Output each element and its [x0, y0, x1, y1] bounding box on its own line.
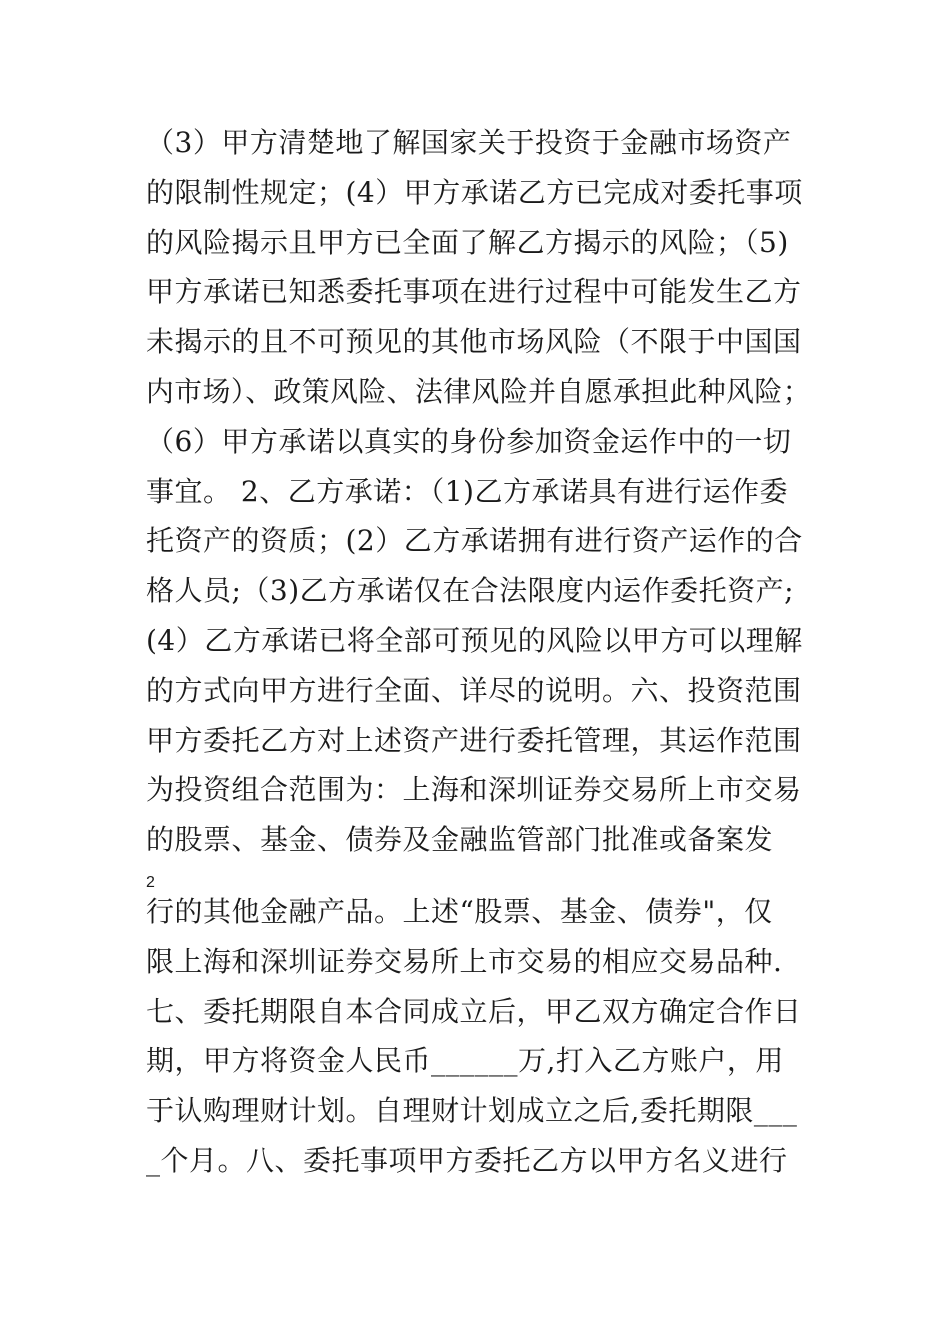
text-line: (4）乙方承诺已将全部可预见的风险以甲方可以理解: [146, 624, 803, 657]
text-line: 格人员;（3)乙方承诺仅在合法限度内运作委托资产;: [146, 574, 795, 607]
text-line: 的风险揭示且甲方已全面了解乙方揭示的风险；（5): [146, 226, 789, 259]
text-line: 的方式向甲方进行全面、详尽的说明。六、投资范围: [146, 674, 802, 707]
text-line: 托资产的资质；(2）乙方承诺拥有进行资产运作的合: [146, 524, 803, 557]
text-line: 内市场）、政策风险、法律风险并自愿承担此种风险；: [146, 375, 811, 408]
text-line: 限上海和深圳证券交易所上市交易的相应交易品种.: [146, 945, 783, 978]
text-line: 七、委托期限自本合同成立后，甲乙双方确定合作日: [146, 995, 802, 1028]
text-line: 期，甲方将资金人民币______万,打入乙方账户，用: [146, 1044, 784, 1077]
text-line: 未揭示的且不可预见的其他市场风险（不限于中国国: [146, 325, 802, 358]
text-line: 甲方承诺已知悉委托事项在进行过程中可能发生乙方: [146, 275, 802, 308]
text-line: 的股票、基金、债券及金融监管部门批准或备案发: [146, 823, 774, 856]
text-line: 于认购理财计划。自理财计划成立之后,委托期限___: [146, 1094, 798, 1127]
text-line: 行的其他金融产品。上述“股票、基金、债券"，仅: [146, 895, 773, 928]
text-line: _个月。八、委托事项甲方委托乙方以甲方名义进行: [146, 1144, 788, 1177]
text-line: （3）甲方清楚地了解国家关于投资于金融市场资产: [146, 126, 792, 159]
text-line: （6）甲方承诺以真实的身份参加资金运作中的一切: [146, 425, 792, 458]
text-line: 为投资组合范围为：上海和深圳证券交易所上市交易: [146, 773, 802, 806]
text-line: 甲方委托乙方对上述资产进行委托管理，其运作范围: [146, 724, 802, 757]
text-line: 事宜。 2、乙方承诺：（1)乙方承诺具有进行运作委: [146, 475, 788, 508]
page-number: 2: [146, 874, 155, 891]
text-line: 的限制性规定；(4）甲方承诺乙方已完成对委托事项: [146, 176, 803, 209]
